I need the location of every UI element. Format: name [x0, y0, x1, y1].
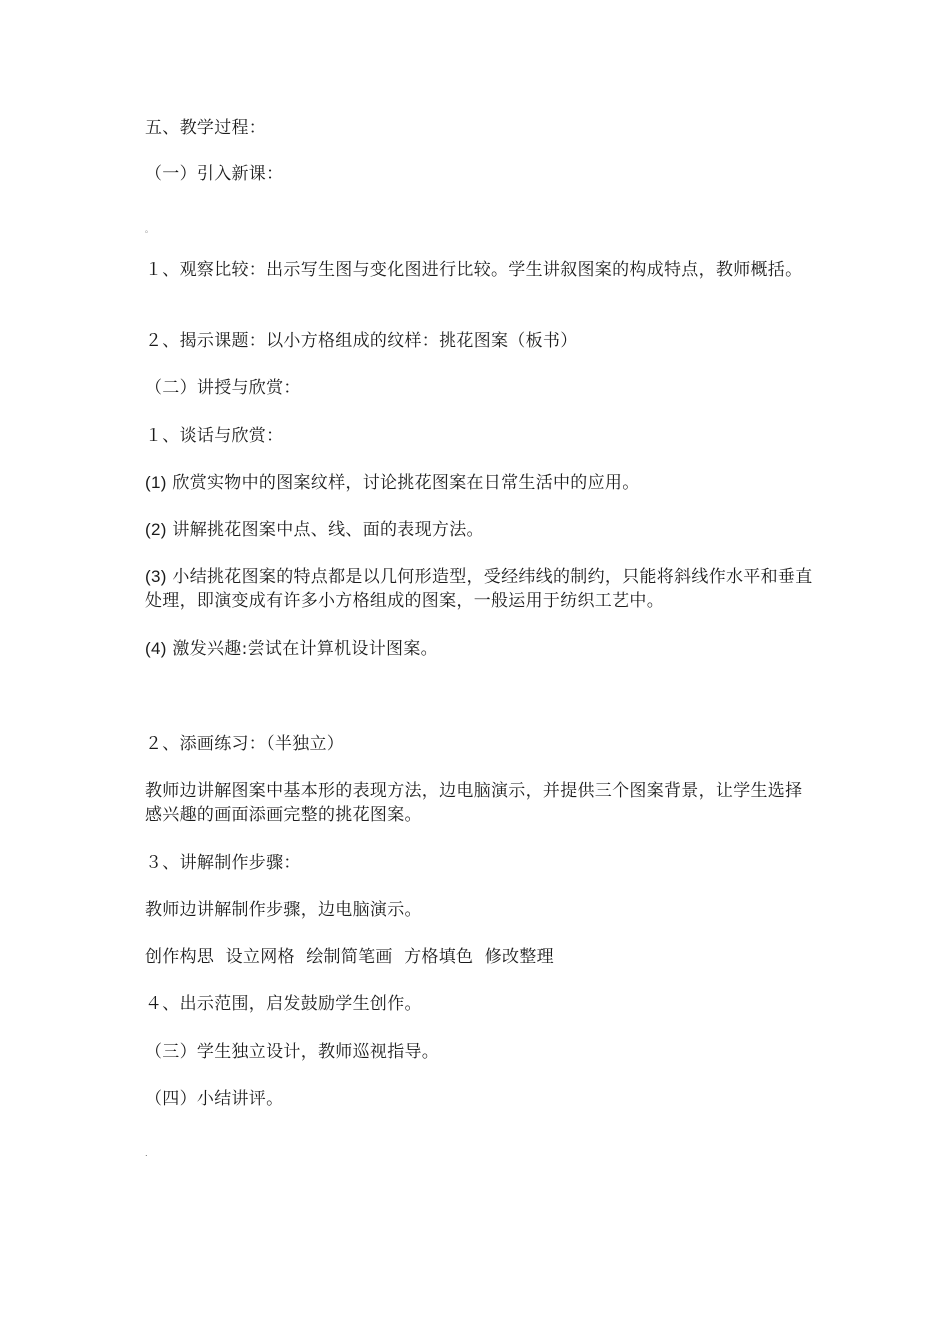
list-text: 讲解挑花图案中点、线、面的表现方法。 [172, 520, 484, 540]
section-title-3: （三）学生独立设计，教师巡视指导。 [145, 1042, 440, 1062]
paragraph-talk-appreciate: １、谈话与欣赏： [145, 426, 284, 446]
list-item [145, 518, 815, 542]
list-number: (2) [145, 520, 167, 539]
list-number: (3) [145, 567, 167, 586]
list-number: (4) [145, 639, 167, 658]
section-title-2: （二）讲授与欣赏： [145, 378, 301, 398]
list-item [145, 637, 815, 661]
paragraph-teacher-demo: 教师边讲解图案中基本形的表现方法，边电脑演示，并提供三个图案背景，让学生选择感兴趣的画面添画完整的挑花图案。 [145, 781, 803, 825]
section-title-4: （四）小结讲评。 [145, 1089, 284, 1109]
list-text: 激发兴趣:尝试在计算机设计图案。 [172, 639, 438, 659]
paragraph-production-steps: ３、讲解制作步骤： [145, 853, 301, 873]
paragraph-steps-demo: 教师边讲解制作步骤，边电脑演示。 [145, 900, 422, 920]
paragraph-drawing-practice: ２、添画练习：（半独立） [145, 734, 345, 754]
paragraph-observe-compare: １、观察比较：出示写生图与变化图进行比较。学生讲叙图案的构成特点，教师概括。 [145, 260, 803, 280]
list-number: (1) [145, 473, 167, 492]
small-mark: . [145, 1149, 148, 1158]
list-text: 小结挑花图案的特点都是以几何形造型，受经纬线的制约，只能将斜线作水平和垂直处理，即演变成有许多小方格组成的图案，一般运用于纺织工艺中。 [145, 567, 813, 611]
paragraph-show-examples: ４、出示范围，启发鼓励学生创作。 [145, 994, 422, 1014]
list-item [145, 565, 815, 613]
section-title-1: （一）引入新课： [145, 164, 284, 184]
list-item [145, 471, 815, 495]
steps-list: 创作构思 设立网格 绘制简笔画 方格填色 修改整理 [145, 947, 554, 967]
paragraph-reveal-topic: ２、揭示课题：以小方格组成的纹样：挑花图案（板书） [145, 331, 578, 351]
small-mark: 。 [145, 225, 153, 234]
section-heading: 五、教学过程： [145, 118, 267, 138]
list-text: 欣赏实物中的图案纹样，讨论挑花图案在日常生活中的应用。 [172, 473, 640, 493]
